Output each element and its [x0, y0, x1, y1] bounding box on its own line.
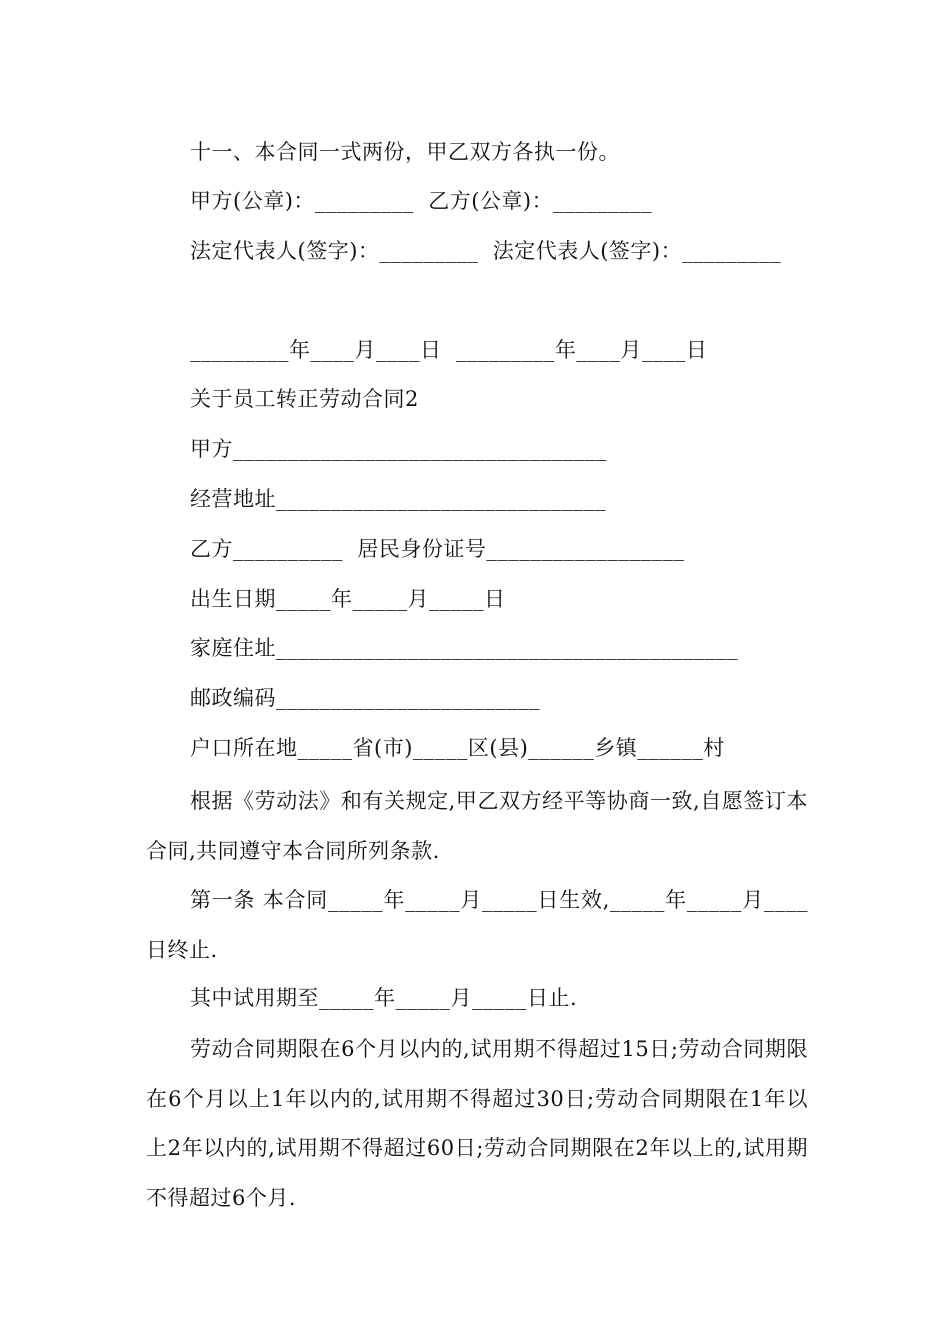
party-seals-line: 甲方(公章)：_________ 乙方(公章)：_________ — [190, 189, 653, 213]
article-one-paragraph: 第一条 本合同_____年_____月_____日生效,_____年_____月____日终止. — [146, 888, 808, 962]
signature-dates-line: _________年____月____日 _________年____月____日 — [190, 338, 708, 362]
section-title: 关于员工转正劳动合同2 — [190, 387, 419, 411]
clause-eleven: 十一、本合同一式两份，甲乙双方各执一份。 — [190, 140, 620, 164]
birth-date-field: 出生日期_____年_____月_____日 — [190, 587, 506, 611]
postal-code-field: 邮政编码________________________ — [190, 686, 540, 710]
legal-representatives-line: 法定代表人(签字)：_________ 法定代表人(签字)：_________ — [190, 239, 782, 263]
registered-residence-field: 户口所在地_____省(市)_____区(县)______乡镇______村 — [190, 736, 725, 760]
probation-rules-paragraph: 劳动合同期限在6个月以内的,试用期不得超过15日;劳动合同期限在6个月以上1年以内的,试用期不得超过30日;劳动合同期限在1年以上2年以内的,试用期不得超过60日;劳动合同期限在2年以上的,试用期不得超过6个月. — [146, 1037, 808, 1210]
probation-period-line: 其中试用期至_____年_____月_____日止. — [190, 986, 578, 1010]
home-address-field: 家庭住址__________________________________________ — [190, 636, 738, 660]
party-b-id-field: 乙方__________ 居民身份证号__________________ — [190, 537, 685, 561]
party-a-field: 甲方__________________________________ — [190, 437, 607, 461]
business-address-field: 经营地址______________________________ — [190, 487, 606, 511]
intro-paragraph: 根据《劳动法》和有关规定,甲乙双方经平等协商一致,自愿签订本合同,共同遵守本合同所列条款. — [146, 789, 808, 863]
